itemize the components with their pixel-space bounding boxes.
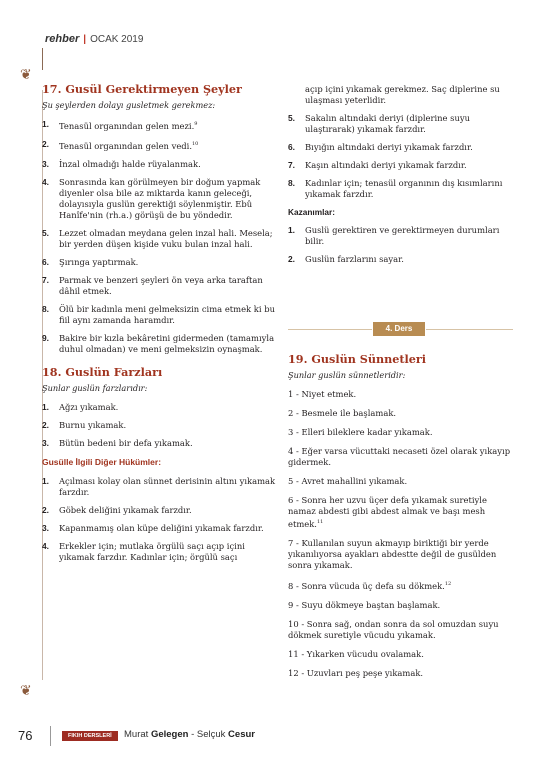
item-number: 1. bbox=[42, 401, 49, 412]
section-18-intro: Şunlar guslün farzlarıdır: bbox=[42, 382, 148, 393]
item-text-body: Kadınlar için; tenasül organının dış kısımlarını yıkamak farzdır. bbox=[305, 178, 503, 199]
sunnah-item bbox=[288, 668, 513, 679]
item-text bbox=[59, 541, 278, 563]
gains-list bbox=[288, 225, 513, 265]
sunnah-item bbox=[288, 446, 513, 468]
list-item bbox=[42, 333, 278, 355]
author2-last: Cesur bbox=[228, 729, 255, 740]
item-number: 2. bbox=[42, 138, 49, 149]
authors bbox=[124, 729, 255, 740]
lesson-rule-right bbox=[426, 329, 513, 330]
related-rulings-list-continued bbox=[288, 113, 513, 200]
item-number: 2. bbox=[42, 419, 49, 430]
item-number: 2. bbox=[42, 504, 49, 515]
sunnah-item bbox=[288, 579, 513, 592]
list-item bbox=[42, 541, 278, 563]
list-item bbox=[42, 304, 278, 326]
sunnah-text: 5 - Avret mahallini yıkamak. bbox=[288, 476, 408, 486]
list-item bbox=[42, 402, 278, 413]
list-item bbox=[42, 505, 278, 516]
item-text-body: Açılması kolay olan sünnet derisinin altını yıkamak farzdır. bbox=[59, 475, 276, 497]
lesson-rule-left bbox=[288, 329, 372, 330]
list-item bbox=[42, 523, 278, 534]
right-column bbox=[288, 84, 513, 272]
item-text-body: Lezzet olmadan meydana gelen inzal hali. Mesela; bir yerden düşen kişide vuku bulan inzal hali. bbox=[59, 227, 273, 249]
item-text bbox=[59, 275, 278, 297]
item-text bbox=[305, 160, 513, 171]
list-item bbox=[42, 476, 278, 498]
sunnah-text: 1 - Niyet etmek. bbox=[288, 389, 357, 399]
list-item bbox=[42, 177, 278, 221]
item-number: 3. bbox=[42, 437, 49, 448]
item-number: 3. bbox=[42, 522, 49, 533]
header-divider: | bbox=[83, 34, 87, 45]
sunnah-text: 11 - Yıkarken vücudu ovalamak. bbox=[288, 648, 424, 659]
item-text bbox=[59, 304, 278, 326]
item-number: 1. bbox=[42, 119, 49, 129]
left-column bbox=[42, 84, 278, 570]
item-text bbox=[305, 178, 513, 200]
item-text-body: Parmak ve benzeri şeyleri ön veya arka taraftan dâhil etmek. bbox=[59, 274, 263, 296]
footnote-ref: 10 bbox=[192, 140, 199, 147]
sunnah-item bbox=[288, 408, 513, 419]
list-item bbox=[288, 178, 513, 200]
sunnah-item bbox=[288, 538, 513, 571]
item-text bbox=[59, 159, 278, 170]
author2-first: Selçuk bbox=[196, 729, 226, 740]
list-item bbox=[42, 159, 278, 170]
list-item bbox=[42, 257, 278, 268]
item-number: 9. bbox=[42, 332, 49, 343]
item-text-body: Şırınga yaptırmak. bbox=[59, 256, 139, 267]
item-text-body: Kapanmamış olan küpe deliğini yıkamak farzdır. bbox=[59, 522, 264, 533]
sunnah-item bbox=[288, 389, 513, 400]
item-text-body: Tenasül organından gelen vedi. bbox=[59, 140, 192, 151]
item-text bbox=[305, 113, 513, 135]
footnote-ref: 11 bbox=[316, 519, 324, 525]
item-text bbox=[59, 476, 278, 498]
section-19 bbox=[288, 354, 513, 687]
section-17-title: 17. Gusül Gerektirmeyen Şeyler bbox=[42, 82, 242, 96]
author1-first: Murat bbox=[124, 729, 149, 740]
item-text bbox=[59, 139, 278, 152]
item-text-body: Bakire bir kızla bekâretini gidermeden (tamamıyla duhul olmadan) ve meni gelmeksizin oynaşmak. bbox=[59, 332, 275, 354]
sunnah-text: 6 - Sonra her uzvu üçer defa yıkamak suretiyle namaz abdesti gibi abdest almak ve başı mesh etmek. bbox=[288, 495, 487, 529]
list-item bbox=[42, 438, 278, 449]
item-text bbox=[59, 523, 278, 534]
item-text-body: İnzal olmadığı halde rüyalanmak. bbox=[59, 158, 201, 169]
sunnah-text: 4 - Eğer varsa vücuttaki necaseti özel olarak yıkayıp gidermek. bbox=[288, 446, 511, 467]
item-text-body: Sakalın altındaki deriyi (diplerine suyu ulaştırarak) yıkamak farzdır. bbox=[305, 113, 470, 134]
section-19-title: 19. Guslün Sünnetleri bbox=[288, 352, 427, 366]
item-text bbox=[59, 257, 278, 268]
item-text bbox=[59, 228, 278, 250]
item-text-body: Kaşın altındaki deriyi yıkamak farzdır. bbox=[305, 160, 467, 170]
item-text bbox=[59, 333, 278, 355]
section-17-intro: Şu şeylerden dolayı gusletmek gerekmez: bbox=[42, 100, 216, 110]
item-text-body: Bıyığın altındaki deriyi yıkamak farzdır. bbox=[305, 142, 473, 152]
item-text-body: Bütün bedeni bir defa yıkamak. bbox=[59, 437, 193, 448]
section-18-title: 18. Guslün Farzları bbox=[42, 364, 163, 379]
item-number: 7. bbox=[288, 160, 295, 170]
item-number: 6. bbox=[288, 142, 295, 152]
footer-rule bbox=[50, 726, 51, 746]
magazine-brand: rehber bbox=[45, 33, 80, 45]
continued-text: açıp içini yıkamak gerekmez. Saç diplerine su ulaşması yeterlidir. bbox=[305, 84, 500, 105]
corner-ornament-bottom: ❦ bbox=[20, 683, 32, 699]
item-number: 3. bbox=[42, 158, 49, 169]
item-number: 8. bbox=[288, 178, 295, 188]
sunnah-item bbox=[288, 649, 513, 660]
item-text-body: Tenasül organından gelen mezi. bbox=[59, 120, 195, 131]
sunnah-item bbox=[288, 495, 513, 530]
list-item bbox=[288, 142, 513, 153]
page-number: 76 bbox=[18, 728, 33, 743]
related-rulings-title: Gusülle İlgili Diğer Hükümler: bbox=[42, 456, 162, 467]
footnote-ref: 12 bbox=[444, 580, 452, 587]
author-separator: - bbox=[188, 729, 197, 740]
sunnah-text: 8 - Sonra vücuda üç defa su dökmek. bbox=[288, 580, 445, 591]
list-item bbox=[288, 225, 513, 247]
sunnah-item bbox=[288, 476, 513, 487]
item-number: 5. bbox=[42, 227, 49, 238]
sunnah-text: 10 - Sonra sağ, ondan sonra da sol omuzdan suyu dökmek suretiyle vücudu yıkamak. bbox=[288, 618, 499, 640]
sunnah-text: 7 - Kullanılan suyun akmayıp biriktiği bir yerde yıkanılıyorsa ayakları abdestte değil de gusülden sonra yıkamak. bbox=[288, 537, 497, 570]
item-text-body: Guslü gerektiren ve gerektirmeyen durumları bilir. bbox=[305, 225, 500, 246]
list-item bbox=[42, 228, 278, 250]
item-number: 6. bbox=[42, 256, 49, 267]
item-text-body: Ölü bir kadınla meni gelmeksizin cima etmek ki bu fiil aynı zamanda haramdır. bbox=[59, 303, 275, 325]
series-badge: FIKIH DERSLERİ bbox=[62, 731, 118, 741]
item-number: 7. bbox=[42, 274, 49, 285]
list-item bbox=[288, 160, 513, 171]
section-19-intro: Şunlar guslün sünnetleridir: bbox=[288, 370, 406, 380]
list-item bbox=[42, 275, 278, 297]
list-item bbox=[288, 254, 513, 265]
section-18-list bbox=[42, 402, 278, 449]
item-number: 1. bbox=[42, 475, 49, 486]
item-number: 5. bbox=[288, 113, 295, 123]
item-text bbox=[59, 438, 278, 449]
sunnah-item bbox=[288, 619, 513, 641]
item-text-body: Göbek deliğini yıkamak farzdır. bbox=[59, 504, 192, 515]
footnote-ref: 9 bbox=[194, 121, 198, 127]
item-text bbox=[59, 505, 278, 516]
item-text-body: Guslün farzlarını sayar. bbox=[305, 254, 404, 264]
sunnah-text: 12 - Uzuvları peş peşe yıkamak. bbox=[288, 667, 424, 678]
item-text bbox=[59, 119, 278, 132]
margin-rule-top bbox=[42, 48, 43, 70]
item-text bbox=[305, 225, 513, 247]
gains-title: Kazanımlar: bbox=[288, 207, 336, 217]
item-number: 4. bbox=[42, 540, 49, 551]
list-item bbox=[288, 113, 513, 135]
sunnah-text: 3 - Elleri bileklere kadar yıkamak. bbox=[288, 427, 433, 437]
sunnah-text: 9 - Suyu dökmeye baştan başlamak. bbox=[288, 599, 441, 610]
item-number: 4. bbox=[42, 176, 49, 187]
list-item bbox=[42, 139, 278, 152]
item-text bbox=[305, 254, 513, 265]
sunnah-text: 2 - Besmele ile başlamak. bbox=[288, 408, 397, 418]
lesson-badge: 4. Ders bbox=[373, 322, 425, 336]
issue-date: OCAK 2019 bbox=[90, 34, 144, 45]
item-text bbox=[59, 177, 278, 221]
list-item bbox=[42, 119, 278, 132]
section-19-list bbox=[288, 389, 513, 679]
item-text bbox=[59, 420, 278, 431]
sunnah-item bbox=[288, 427, 513, 438]
item-number: 1. bbox=[288, 225, 295, 235]
corner-ornament-top: ❦ bbox=[20, 67, 32, 83]
related-rulings-list bbox=[42, 476, 278, 563]
item-text bbox=[59, 402, 278, 413]
item-text-body: Erkekler için; mutlaka örgülü saçı açıp içini yıkamak farzdır. Kadınlar için; örgülü saçı bbox=[59, 540, 245, 562]
item-text-body: Ağzı yıkamak. bbox=[59, 401, 119, 412]
item-number: 2. bbox=[288, 254, 295, 264]
sunnah-item bbox=[288, 600, 513, 611]
section-17-list bbox=[42, 119, 278, 355]
list-item bbox=[42, 420, 278, 431]
item-text bbox=[305, 142, 513, 153]
running-header bbox=[45, 33, 143, 45]
item-number: 8. bbox=[42, 303, 49, 314]
author1-last: Gelegen bbox=[150, 729, 189, 740]
item-text-body: Sonrasında kan görülmeyen bir doğum yapmak diyenler olsa bile az miktarda kanın geleceği, dolayısıyla guslün gerektiği söylenmiştir. Ebû Hanîfe'nin (rh.a.) görüşü de bu yöndedir. bbox=[59, 176, 261, 220]
item-text-body: Burnu yıkamak. bbox=[59, 419, 127, 430]
